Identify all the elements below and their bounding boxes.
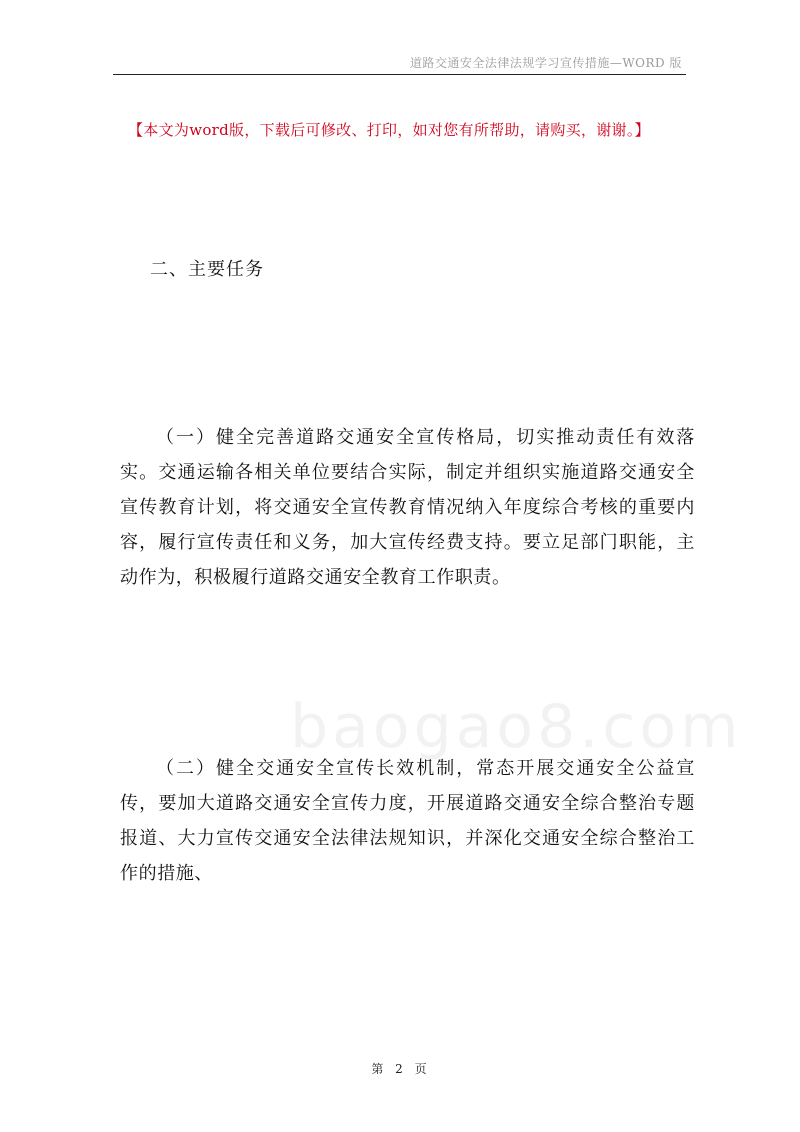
running-header: 道路交通安全法律法规学习宣传措施—WORD 版 xyxy=(409,56,682,70)
paragraph-1: （一）健全完善道路交通安全宣传格局，切实推动责任有效落实。交通运输各相关单位要结合实际，制定并组织实施道路交通安全宣传教育计划，将交通安全宣传教育情况纳入年度综合考核的重要内容，履行宣传责任和义务，加大宣传经费支持。要立足部门职能，主动作为，积极履行道路交通安全教育工作职责。 xyxy=(120,427,695,588)
paragraph-2: （二）健全交通安全宣传长效机制，常态开展交通安全公益宣传，要加大道路交通安全宣传力度，开展道路交通安全综合整治专题报道、大力宣传交通安全法律法规知识，并深化交通安全综合整治工作的措施、 xyxy=(120,758,695,884)
section-heading: 二、主要任务 xyxy=(150,259,264,280)
watermark: baogao8.com xyxy=(290,692,743,762)
header-divider xyxy=(113,74,686,75)
purchase-notice: 【本文为word版，下载后可修改、打印，如对您有所帮助，请购买，谢谢。】 xyxy=(128,121,650,139)
page-footer xyxy=(0,1060,800,1077)
footer-prefix: 第 xyxy=(371,1062,386,1076)
footer-suffix: 页 xyxy=(414,1062,429,1076)
page-number: 2 xyxy=(395,1062,405,1076)
